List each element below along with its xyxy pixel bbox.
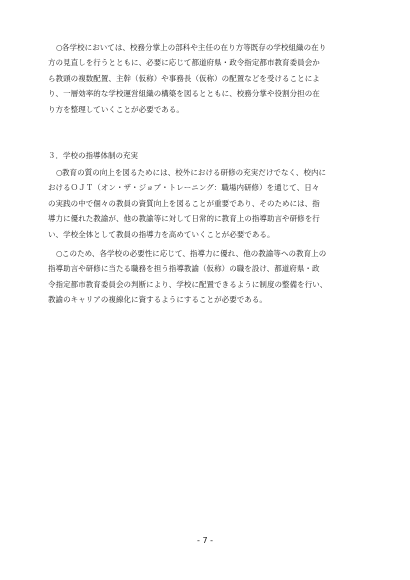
paragraph-line: 導力に優れた教諭が、他の教諭等に対して日常的に教育上の指導助言や研修を行: [48, 214, 320, 224]
paragraph-guidance-teacher: [48, 246, 366, 308]
paragraph-line: 指導助言や研修に当たる職務を担う指導教諭（仮称）の職を設け、都道府県・政: [48, 264, 320, 274]
paragraph-line: 教育の質の向上を図るためには、校外における研修の充実だけでなく、校内に: [62, 168, 327, 177]
paragraph-line: 令指定都市教育委員会の判断により、学校に配置できるように制度の整備を行い、: [48, 279, 328, 289]
paragraph-line: 方の見直しを行うとともに、必要に応じて都道府県・政令指定都市教育委員会か: [48, 58, 320, 68]
paragraph-ojt-training: [48, 165, 366, 242]
paragraph-line: 各学校においては、校務分掌上の部科や主任の在り方等既存の学校組織の在り: [62, 43, 327, 52]
paragraph-line: このため、各学校の必要性に応じて、指導力に優れ、他の教諭等への教育上の: [62, 249, 327, 258]
paragraph-line: り、一層効率的な学校運営組織の構築を図るとともに、校務分掌や役割分担の在: [48, 89, 320, 99]
paragraph-line: り方を整理していくことが必要である。: [48, 104, 184, 114]
paragraph-line: ら教頭の複数配置、主幹（仮称）や事務長（仮称）の配置などを受けることによ: [48, 73, 320, 83]
circle-bullet: ○: [56, 249, 63, 258]
circle-bullet: ○: [56, 43, 63, 52]
paragraph-line: おけるＯＪＴ（オン・ザ・ジョブ・トレーニング：職場内研修）を通じて、日々: [48, 183, 320, 193]
page-number: - 7 -: [197, 536, 213, 545]
paragraph-line: い、学校全体として教員の指導力を高めていくことが必要である。: [48, 229, 275, 239]
paragraph-school-organization: [48, 40, 366, 117]
circle-bullet: ○: [56, 168, 63, 177]
paragraph-line: 教諭のキャリアの複線化に資するようにすることが必要である。: [48, 295, 267, 305]
paragraph-line: の実践の中で個々の教員の資質向上を図ることが重要であり、そのためには、指: [48, 198, 320, 208]
section-heading: ３．学校の指導体制の充実: [48, 151, 138, 160]
